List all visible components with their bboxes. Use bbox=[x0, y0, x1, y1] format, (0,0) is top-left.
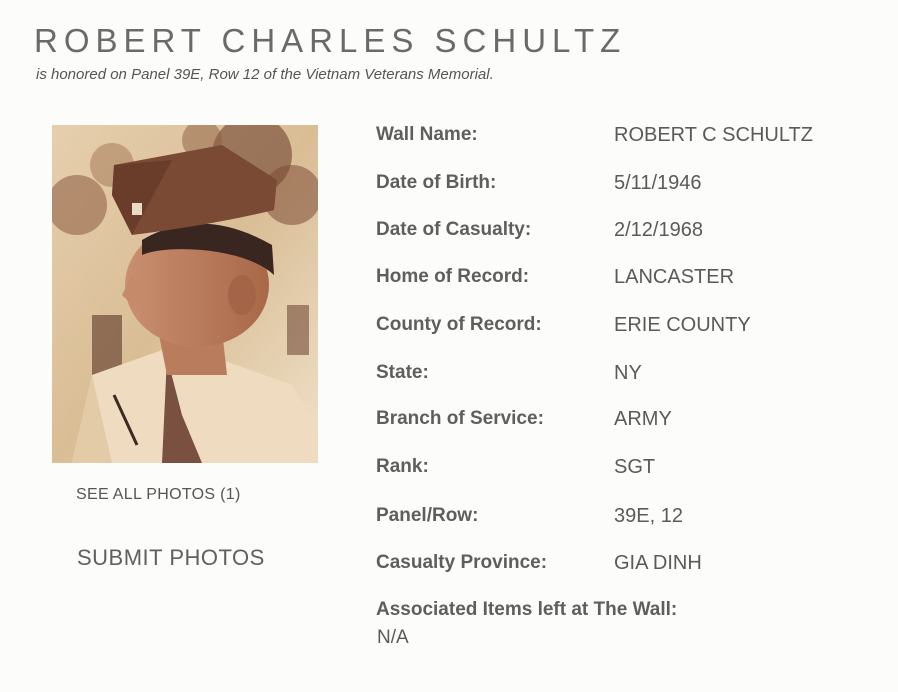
detail-value: GIA DINH bbox=[614, 552, 702, 574]
submit-photos-link[interactable]: SUBMIT PHOTOS bbox=[77, 545, 265, 570]
detail-label: Casualty Province: bbox=[376, 552, 548, 573]
detail-value: ARMY bbox=[614, 408, 672, 430]
detail-value: 39E, 12 bbox=[614, 505, 683, 527]
detail-label: County of Record: bbox=[376, 314, 542, 335]
soldier-portrait-icon bbox=[52, 125, 318, 463]
detail-row-casualty-province bbox=[376, 552, 876, 580]
detail-label: Wall Name: bbox=[376, 124, 478, 145]
detail-value: 5/11/1946 bbox=[614, 172, 702, 194]
detail-label: Home of Record: bbox=[376, 266, 530, 287]
detail-row-home-of-record bbox=[376, 266, 876, 294]
detail-label: Rank: bbox=[376, 456, 429, 477]
detail-row-wall-name bbox=[376, 124, 876, 152]
detail-row-rank bbox=[376, 456, 876, 484]
detail-value: 2/12/1968 bbox=[614, 219, 703, 241]
detail-label: Branch of Service: bbox=[376, 408, 544, 429]
detail-row-branch-of-service bbox=[376, 408, 876, 436]
detail-label: Date of Birth: bbox=[376, 172, 497, 193]
detail-value: SGT bbox=[614, 456, 656, 478]
detail-label: State: bbox=[376, 362, 429, 383]
memorial-subtitle: is honored on Panel 39E, Row 12 of the Vietnam Veterans Memorial. bbox=[36, 66, 494, 83]
detail-row-county-of-record bbox=[376, 314, 876, 342]
detail-value: ERIE COUNTY bbox=[614, 314, 751, 336]
associated-items-label: Associated Items left at The Wall: bbox=[376, 599, 678, 620]
soldier-photo[interactable] bbox=[52, 125, 318, 463]
detail-row-date-of-casualty bbox=[376, 219, 876, 247]
associated-items-value: N/A bbox=[377, 627, 409, 648]
detail-label: Panel/Row: bbox=[376, 505, 479, 526]
detail-row-state bbox=[376, 362, 876, 390]
detail-row-panel-row bbox=[376, 505, 876, 533]
detail-value: NY bbox=[614, 362, 642, 384]
see-all-photos-link[interactable]: SEE ALL PHOTOS (1) bbox=[76, 486, 241, 503]
detail-value: LANCASTER bbox=[614, 266, 735, 288]
detail-value: ROBERT C SCHULTZ bbox=[614, 124, 813, 146]
detail-row-date-of-birth bbox=[376, 172, 876, 200]
page-title: ROBERT CHARLES SCHULTZ bbox=[34, 22, 627, 59]
detail-label: Date of Casualty: bbox=[376, 219, 532, 240]
